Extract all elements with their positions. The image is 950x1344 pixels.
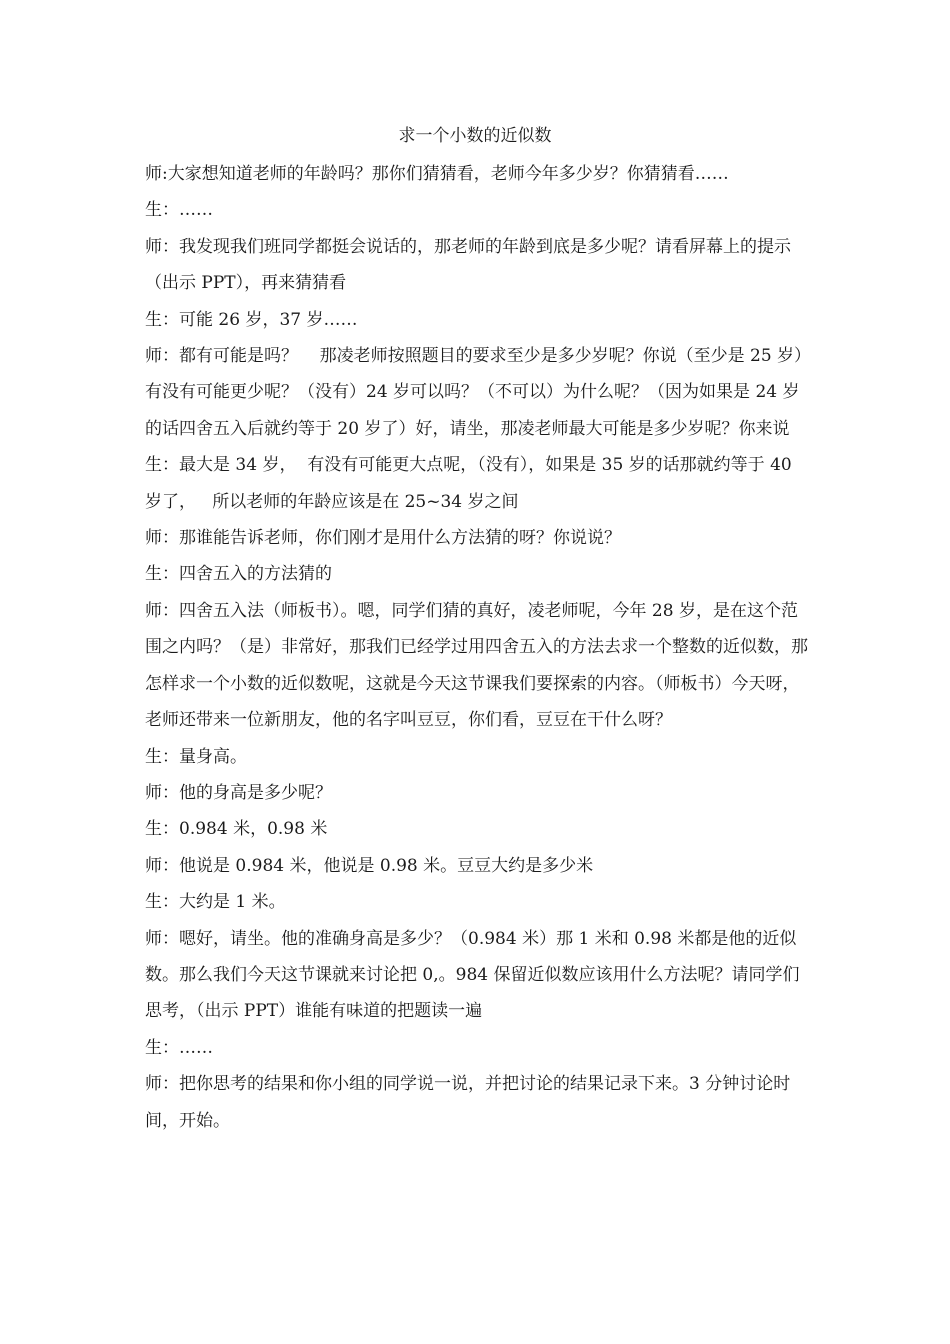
paragraph: 生：量身高。 — [145, 746, 247, 767]
paragraph: 生：…… — [145, 200, 213, 221]
paragraph: 师:大家想知道老师的年龄吗？那你们猜猜看，老师今年多少岁？你猜猜看…… — [145, 164, 729, 184]
paragraph: 师：四舍五入法（师板书）。嗯，同学们猜的真好，凌老师呢，今年 28 岁，是在这个范围之内吗？（是）非常好，那我们已经学过用四舍五入的方法去求一个整数的近似数，那怎样求一个小数的近似数呢，这就是今天这节课我们要探索的内容。（师板书）今天呀，老师还带来一位新朋友，他的名字叫豆豆，你们看，豆豆在干什么呀？ — [145, 600, 808, 731]
paragraph: 生：大约是 1 米。 — [145, 892, 286, 913]
paragraph: 生：0.984 米，0.98 米 — [145, 819, 328, 840]
paragraph: 师：我发现我们班同学都挺会说话的，那老师的年龄到底是多少呢？请看屏幕上的提示（出示 PPT），再来猜猜看 — [145, 236, 791, 294]
paragraph: 生：可能 26 岁，37 岁…… — [145, 309, 358, 330]
paragraph: 师：嗯好，请坐。他的准确身高是多少？（0.984 米）那 1 米和 0.98 米都是他的近似数。那么我们今天这节课就来讨论把 0,。984 保留近似数应该用什么方法呢？请同学们思考，（出示 PPT）谁能有味道的把题读一遍 — [145, 928, 800, 1022]
paragraph: 师：他说是 0.984 米，他说是 0.98 米。豆豆大约是多少米 — [145, 855, 594, 876]
paragraph: 师：都有可能是吗？ 那凌老师按照题目的要求至少是多少岁呢？你说（至少是 25 岁）有没有可能更少呢？（没有）24 岁可以吗？（不可以）为什么呢？（因为如果是 24 岁的话四舍五入后就约等于 20 岁了）好，请坐，那凌老师最大可能是多少岁呢？你来说 — [145, 346, 803, 439]
document-body — [145, 156, 808, 1139]
paragraph: 师：把你思考的结果和你小组的同学说一说，并把讨论的结果记录下来。3 分钟讨论时间，开始。 — [145, 1074, 791, 1131]
paragraph: 师：他的身高是多少呢？ — [145, 782, 332, 803]
paragraph: 生：最大是 34 岁， 有没有可能更大点呢，（没有），如果是 35 岁的话那就约等于 40 岁了， 所以老师的年龄应该是在 25~34 岁之间 — [145, 455, 798, 512]
document-title: 求一个小数的近似数 — [398, 126, 552, 146]
paragraph: 生：四舍五入的方法猜的 — [145, 564, 332, 585]
paragraph: 师：那谁能告诉老师，你们刚才是用什么方法猜的呀？你说说？ — [145, 528, 621, 549]
paragraph: 生：…… — [145, 1037, 213, 1058]
